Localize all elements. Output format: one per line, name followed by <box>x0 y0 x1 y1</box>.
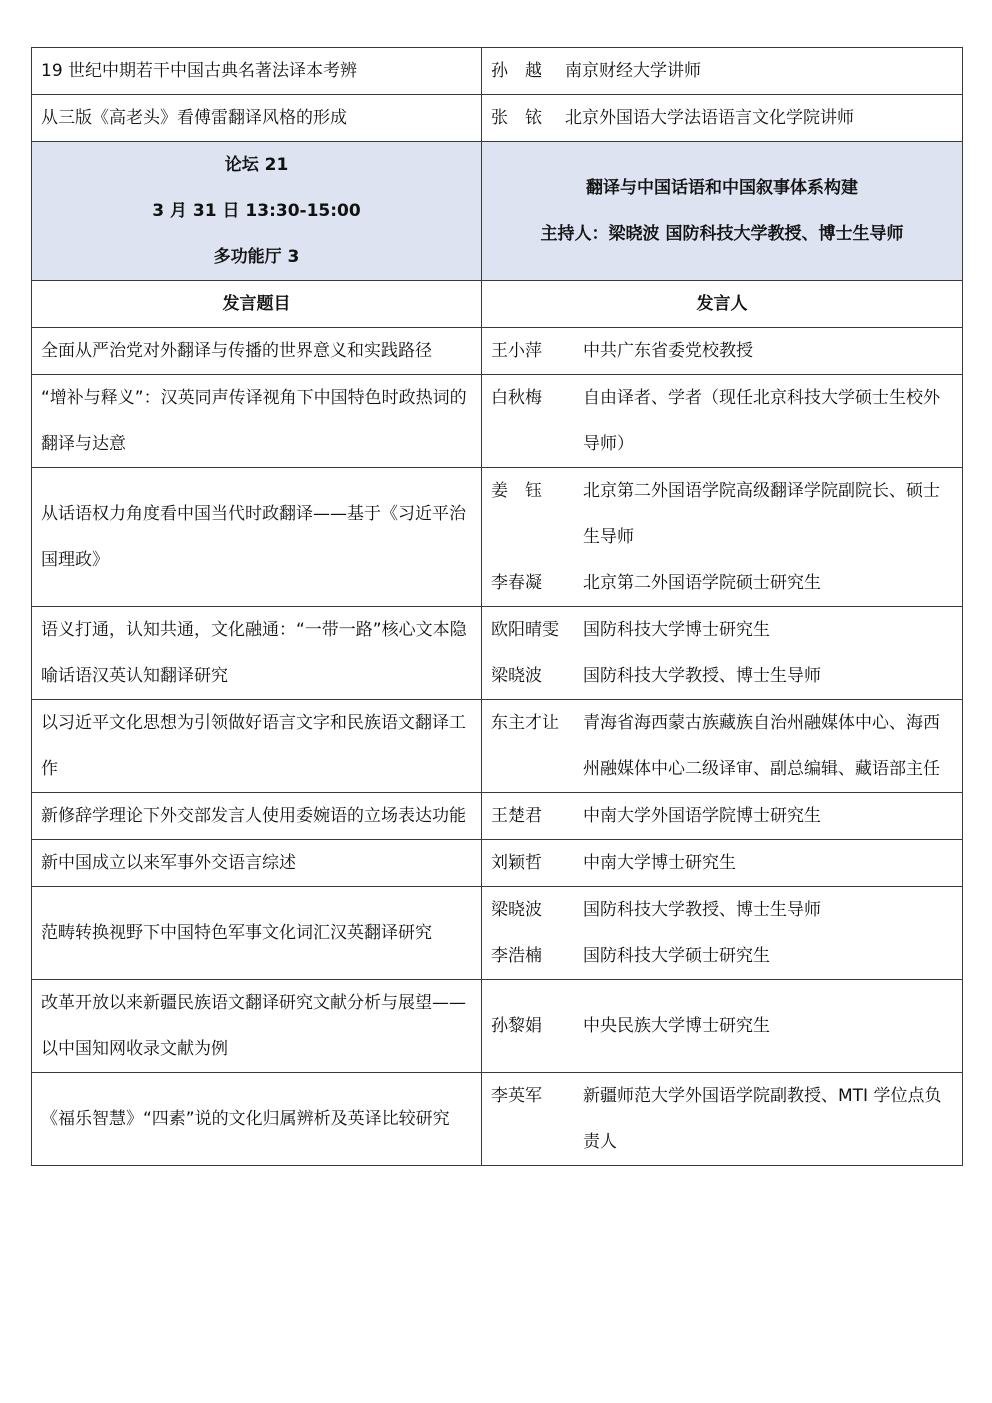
topic-cell <box>32 375 482 468</box>
table-row <box>32 1073 963 1166</box>
topic-text: 以习近平文化思想为引领做好语言文字和民族语文翻译工作 <box>41 713 466 779</box>
speaker-name: 李英军 <box>491 1086 542 1106</box>
speaker-entry <box>491 700 953 792</box>
speaker-affiliation: 北京第二外国语学院硕士研究生 <box>583 573 821 593</box>
topic-cell <box>32 840 482 887</box>
speaker-affiliation: 自由译者、学者（现任北京科技大学硕士生校外导师） <box>583 388 940 454</box>
speaker-name: 王小萍 <box>491 341 542 361</box>
topic-text: 全面从严治党对外翻译与传播的世界意义和实践路径 <box>41 341 432 361</box>
speaker-name: 欧阳晴雯 <box>491 620 559 640</box>
speaker-name: 姜 钰 <box>491 481 542 501</box>
speaker-affiliation: 新疆师范大学外国语学院副教授、MTI 学位点负责人 <box>583 1086 942 1152</box>
table-row <box>32 468 963 607</box>
speaker-name: 梁晓波 <box>491 900 542 920</box>
speaker-name: 李浩楠 <box>491 946 542 966</box>
forum-time: 3 月 31 日 13:30-15:00 <box>152 201 361 221</box>
topic-cell <box>32 328 482 375</box>
speaker-cell <box>482 1073 963 1166</box>
table-row <box>32 607 963 700</box>
topic-cell <box>32 700 482 793</box>
speaker-name: 李春凝 <box>491 573 542 593</box>
speaker-affiliation: 国防科技大学教授、博士生导师 <box>583 666 821 686</box>
speaker-name: 梁晓波 <box>491 666 542 686</box>
speaker-entry <box>491 468 953 560</box>
speaker-entry <box>491 653 953 699</box>
forum-number: 论坛 21 <box>224 155 289 175</box>
speaker-affiliation: 中央民族大学博士研究生 <box>583 1016 770 1036</box>
forum-host: 主持人：梁晓波 国防科技大学教授、博士生导师 <box>540 224 904 244</box>
speaker-name: 王楚君 <box>491 806 542 826</box>
speaker-cell <box>482 468 963 607</box>
speaker-affiliation: 南京财经大学讲师 <box>565 61 701 81</box>
table-row <box>32 375 963 468</box>
topic-cell <box>32 1073 482 1166</box>
speaker-entry <box>491 1073 953 1165</box>
topic-text: 从三版《高老头》看傅雷翻译风格的形成 <box>41 108 347 128</box>
forum-title: 翻译与中国话语和中国叙事体系构建 <box>586 178 858 198</box>
topic-text: 新修辞学理论下外交部发言人使用委婉语的立场表达功能 <box>41 806 466 826</box>
column-header-speaker: 发言人 <box>482 281 963 328</box>
speaker-name: 孙 越 <box>491 61 542 81</box>
speaker-cell <box>482 700 963 793</box>
speaker-cell <box>482 375 963 468</box>
topic-cell <box>32 793 482 840</box>
speaker-cell <box>482 48 963 95</box>
speaker-entry <box>491 1003 953 1049</box>
forum-title-cell <box>482 142 963 281</box>
forum-venue: 多功能厅 3 <box>213 247 300 267</box>
speaker-name: 孙黎娟 <box>491 1016 542 1036</box>
speaker-cell <box>482 95 963 142</box>
speaker-cell <box>482 607 963 700</box>
table-row <box>32 95 963 142</box>
topic-cell <box>32 95 482 142</box>
topic-cell <box>32 887 482 980</box>
topic-cell <box>32 48 482 95</box>
column-header-topic: 发言题目 <box>32 281 482 328</box>
topic-text: 新中国成立以来军事外交语言综述 <box>41 853 296 873</box>
table-row <box>32 700 963 793</box>
table-row <box>32 887 963 980</box>
speaker-entry <box>491 887 953 933</box>
speaker-entry <box>491 375 953 467</box>
speaker-affiliation: 中南大学外国语学院博士研究生 <box>583 806 821 826</box>
speaker-entry <box>491 560 953 606</box>
speaker-entry <box>491 793 953 839</box>
speaker-cell <box>482 840 963 887</box>
speaker-entry <box>491 607 953 653</box>
forum-header-row <box>32 142 963 281</box>
speaker-cell <box>482 980 963 1073</box>
speaker-name: 刘颖哲 <box>491 853 542 873</box>
speaker-affiliation: 国防科技大学硕士研究生 <box>583 946 770 966</box>
speaker-affiliation: 国防科技大学教授、博士生导师 <box>583 900 821 920</box>
speaker-entry <box>491 328 953 374</box>
speaker-affiliation: 北京第二外国语学院高级翻译学院副院长、硕士生导师 <box>583 481 940 547</box>
topic-text: “增补与释义”：汉英同声传译视角下中国特色时政热词的翻译与达意 <box>41 388 467 454</box>
topic-cell <box>32 607 482 700</box>
speaker-affiliation: 中共广东省委党校教授 <box>583 341 753 361</box>
speaker-entry <box>491 95 953 141</box>
table-row <box>32 328 963 375</box>
speaker-entry <box>491 933 953 979</box>
speaker-affiliation: 中南大学博士研究生 <box>583 853 736 873</box>
topic-text: 从话语权力角度看中国当代时政翻译——基于《习近平治国理政》 <box>41 504 466 570</box>
speaker-affiliation: 北京外国语大学法语语言文化学院讲师 <box>565 108 854 128</box>
topic-cell <box>32 980 482 1073</box>
topic-cell <box>32 468 482 607</box>
table-row <box>32 48 963 95</box>
topic-text: 《福乐智慧》“四素”说的文化归属辨析及英译比较研究 <box>41 1109 450 1129</box>
topic-text: 语义打通，认知共通，文化融通：“一带一路”核心文本隐喻话语汉英认知翻译研究 <box>41 620 467 686</box>
topic-text: 19 世纪中期若干中国古典名著法译本考辨 <box>41 61 358 81</box>
table-row <box>32 840 963 887</box>
forum-info-cell <box>32 142 482 281</box>
speaker-entry <box>491 48 953 94</box>
speaker-name: 白秋梅 <box>491 388 542 408</box>
column-header-row <box>32 281 963 328</box>
speaker-cell <box>482 793 963 840</box>
topic-text: 改革开放以来新疆民族语文翻译研究文献分析与展望——以中国知网收录文献为例 <box>41 993 466 1059</box>
forum-schedule-table <box>31 47 963 1166</box>
speaker-cell <box>482 887 963 980</box>
table-row <box>32 793 963 840</box>
speaker-affiliation: 国防科技大学博士研究生 <box>583 620 770 640</box>
speaker-name: 张 铱 <box>491 108 542 128</box>
speaker-entry <box>491 840 953 886</box>
speaker-affiliation: 青海省海西蒙古族藏族自治州融媒体中心、海西州融媒体中心二级译审、副总编辑、藏语部主任 <box>583 713 940 779</box>
topic-text: 范畴转换视野下中国特色军事文化词汇汉英翻译研究 <box>41 923 432 943</box>
speaker-cell <box>482 328 963 375</box>
speaker-name: 东主才让 <box>491 713 559 733</box>
table-row <box>32 980 963 1073</box>
